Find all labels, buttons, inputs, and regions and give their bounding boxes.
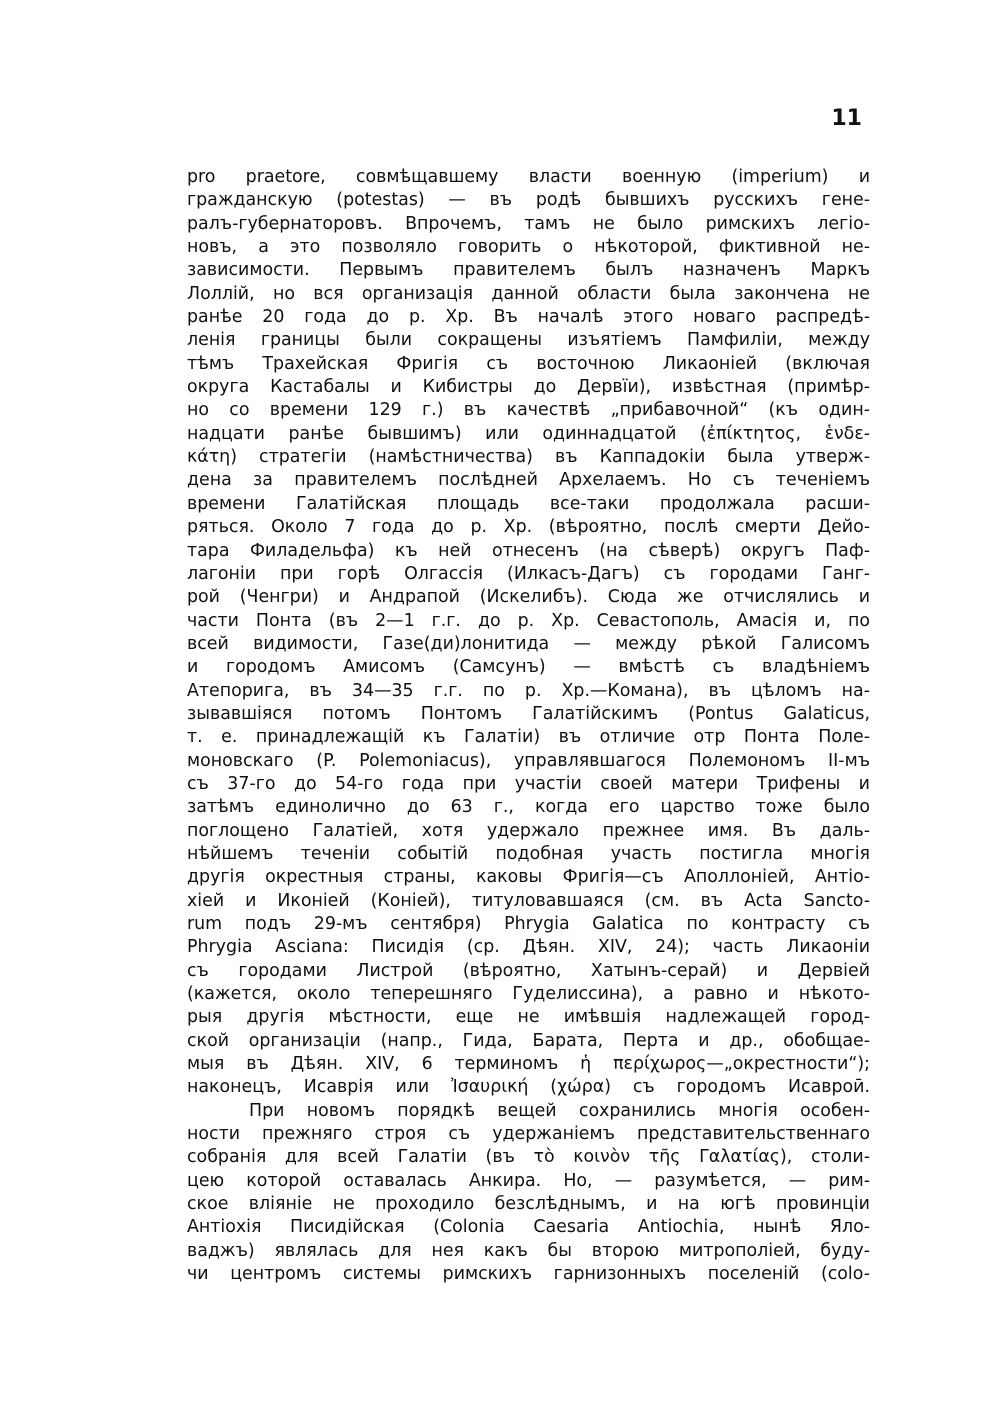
text-line: затѣмъ единолично до 63 г., когда его царство тоже было (187, 797, 870, 818)
text-line: съ 37-го до 54-го года при участіи своей матери Трифены и (187, 773, 870, 794)
text-line: ралъ-губернаторовъ. Впрочемъ, тамъ не было римскихъ легіо- (187, 213, 870, 234)
text-line: собранія для всей Галатіи (въ τὸ κοινὸν τῆς Γαλατίας), столи- (187, 1147, 870, 1168)
text-line: новъ, а это позволяло говорить о нѣкоторой, фиктивной не- (187, 237, 870, 258)
text-line: ленія границы были сокращены изъятіемъ Памфиліи, между (187, 330, 870, 351)
text-line: дена за правителемъ послѣдней Архелаемъ. Но съ теченіемъ (187, 470, 870, 491)
page-number: 11 (831, 106, 862, 131)
text-line: ности прежняго строя съ удержаніемъ представительственнаго (187, 1124, 870, 1145)
text-line: rum подъ 29-мъ сентября) Phrygia Galatica по контрасту съ (187, 914, 870, 934)
text-line: лагоніи при горѣ Олгассія (Илкасъ-Дагъ) съ городами Ганг- (187, 563, 870, 584)
text-line: ское вліяніе не проходило безслѣднымъ, и на югѣ провинціи (187, 1194, 870, 1215)
text-line: рой (Ченгри) и Андрапой (Искелибъ). Сюда же отчислялись и (187, 587, 870, 608)
text-line: κάτη) стратегіи (намѣстничества) въ Каппадокіи была утверж- (187, 447, 870, 468)
text-line: тара Филадельфа) къ ней отнесенъ (на сѣверѣ) округъ Паф- (187, 540, 870, 561)
text-line: мыя въ Дѣян. XIV, 6 терминомъ ἡ περίχωρος—„окрестности“); (187, 1054, 870, 1075)
text-line: Антіохія Писидійская (Colonia Caesaria Antiochia, нынѣ Яло- (187, 1217, 870, 1238)
text-line: надцати ранѣе бывшимъ) или одиннадцатой (ἐπίκτητος, ἑνδε- (187, 423, 870, 444)
text-line: времени Галатійская площадь все-таки продолжала расши- (187, 493, 870, 514)
text-line: но со времени 129 г.) въ качествѣ „прибавочной“ (къ один- (187, 400, 870, 421)
text-line: зависимости. Первымъ правителемъ былъ назначенъ Маркъ (187, 260, 870, 281)
text-line: и городомъ Амисомъ (Самсунъ) — вмѣстѣ съ владѣніемъ (187, 657, 870, 678)
text-line: съ городами Листрой (вѣроятно, Хатынъ-серай) и Дервіей (187, 960, 870, 981)
text-line: ской организаціи (напр., Гида, Барата, Перта и др., обобщае- (187, 1030, 870, 1051)
text-line: тѣмъ Трахейская Фригія съ восточною Ликаоніей (включая (187, 353, 870, 374)
text-line: округа Кастабалы и Кибистры до Дервїи), извѣстная (примѣр- (187, 377, 870, 398)
text-line: т. е. принадлежащій къ Галатіи) въ отличие отр Понта Поле- (187, 727, 870, 748)
text-line: ваджъ) являлась для нея какъ бы второю митрополіей, буду- (187, 1240, 870, 1261)
text-line: ранѣе 20 года до р. Хр. Въ началѣ этого новаго распредѣ- (187, 307, 870, 328)
text-line: поглощено Галатіей, хотя удержало прежнее имя. Въ даль- (187, 820, 870, 841)
text-line: Лоллій, но вся организація данной области была закончена не (187, 283, 870, 304)
text-line: Атепорига, въ 34—35 г.г. по р. Хр.—Комана), въ цѣломъ на- (187, 680, 870, 701)
text-line: моновскаго (P. Polemoniacus), управлявшагося Полемономъ II-мъ (187, 750, 870, 771)
page-text (187, 166, 870, 1287)
text-line: чи центромъ системы римскихъ гарнизонныхъ поселеній (colo- (187, 1264, 870, 1285)
text-line: нѣйшемъ теченіи событій подобная участь постигла многія (187, 843, 870, 864)
text-line: части Понта (въ 2—1 г.г. до р. Хр. Севастополь, Амасія и, по (187, 610, 870, 631)
text-line: хіей и Иконіей (Коніей), титуловавшаяся (см. въ Acta Sancto- (187, 890, 870, 911)
text-line: (кажется, около теперешняго Гуделиссина), а равно и нѣкото- (187, 984, 870, 1005)
text-line: цею которой оставалась Анкира. Но, — разумѣется, — рим- (187, 1170, 870, 1191)
text-line: Phrygia Asciana: Писидія (ср. Дѣян. XIV, 24); часть Ликаоніи (187, 937, 870, 958)
text-line: ряться. Около 7 года до р. Хр. (вѣроятно, послѣ смерти Дейо- (187, 517, 870, 538)
text-line: зывавшіяся потомъ Понтомъ Галатійскимъ (Pontus Galaticus, (187, 703, 870, 724)
text-line: всей видимости, Газе(ди)лонитида — между рѣкой Галисомъ (187, 633, 870, 654)
text-line: гражданскую (potestas) — въ родѣ бывшихъ русскихъ гене- (187, 190, 870, 211)
text-line: рыя другія мѣстности, еще не имѣвшія надлежащей город- (187, 1007, 870, 1028)
text-line: другія окрестныя страны, каковы Фригія—съ Аполлоніей, Антіо- (187, 867, 870, 888)
text-line: При новомъ порядкѣ вещей сохранились многія особен- (249, 1100, 870, 1121)
text-line: наконецъ, Исаврія или Ἰσαυρική (χώρα) съ городомъ Исавроӣ. (187, 1077, 870, 1098)
text-line: pro praetore, совмѣщавшему власти военную (imperium) и (187, 167, 870, 187)
